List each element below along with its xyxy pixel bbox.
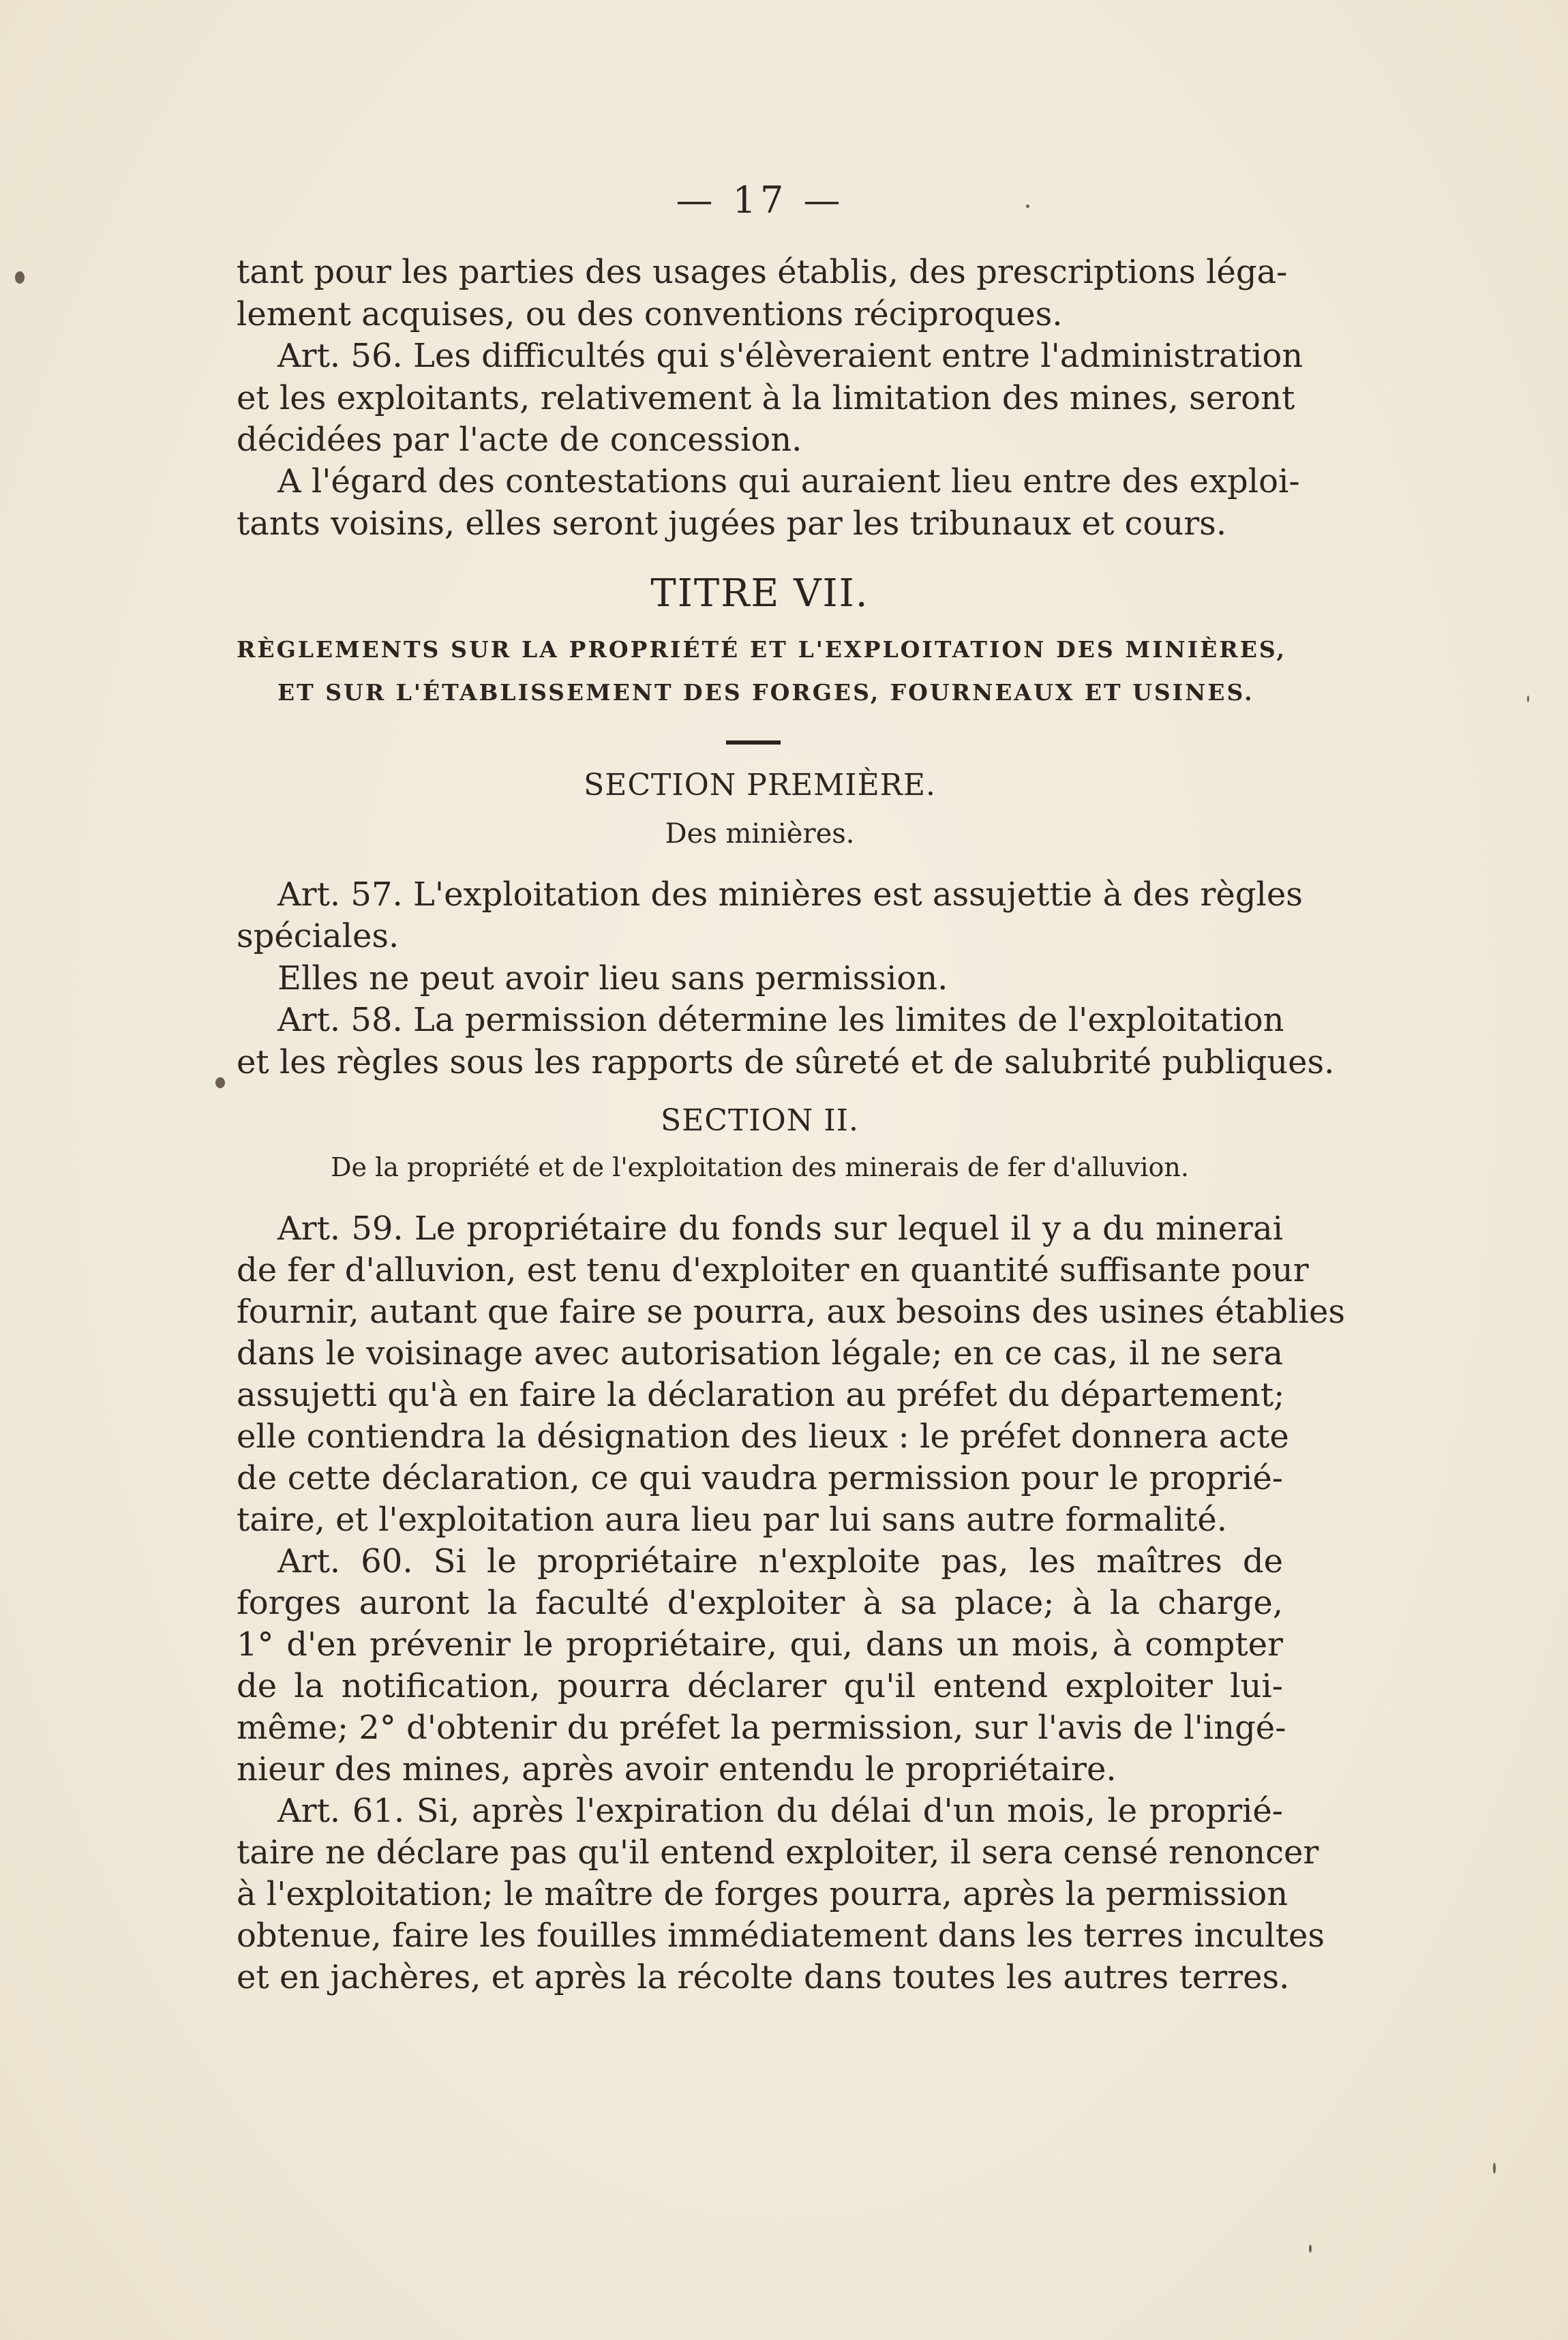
paper-speck [1493,2163,1496,2174]
article-59-line: de fer d'alluvion, est tenu d'exploiter en quantité suffisante pour [237,1251,1309,1289]
titre-subheading-line: RÈGLEMENTS SUR LA PROPRIÉTÉ ET L'EXPLOITATION DES MINIÈRES, [237,636,1286,663]
article-59-line: elle contiendra la désignation des lieux : le préfet donnera acte [237,1418,1289,1456]
article-60-line: forges auront la faculté d'exploiter à sa place; à la charge, [237,1584,1283,1622]
text-line: lement acquises, ou des conventions réciproques. [237,295,1063,333]
article-56-line: et les exploitants, relativement à la limitation des mines, seront [237,379,1295,417]
article-61-line: Art. 61. Si, après l'expiration du délai d'un mois, le proprié- [277,1792,1283,1830]
article-59-line: assujetti qu'à en faire la déclaration au préfet du département; [237,1376,1285,1414]
titre-subheading-line: ET SUR L'ÉTABLISSEMENT DES FORGES, FOURNEAUX ET USINES. [277,679,1254,706]
paragraph-line: tants voisins, elles seront jugées par les tribunaux et cours. [237,505,1227,543]
page-number: — 17 — [676,179,845,222]
paper-speck [15,271,25,284]
article-61-line: taire ne déclare pas qu'il entend exploiter, il sera censé renoncer [237,1833,1319,1872]
article-59-line: dans le voisinage avec autorisation légale; en ce cas, il ne sera [237,1334,1283,1372]
section-heading: SECTION PREMIÈRE. [584,768,936,802]
paper-speck [1309,2245,1312,2253]
section-subheading: Des minières. [665,818,855,850]
section-heading: SECTION II. [661,1103,859,1138]
article-61-line: à l'exploitation; le maître de forges pourra, après la permission [237,1875,1288,1913]
paper-speck [1527,695,1529,702]
article-61-line: et en jachères, et après la récolte dans toutes les autres terres. [237,1958,1290,1996]
article-56-line: Art. 56. Les difficultés qui s'élèveraient entre l'administration [277,337,1303,375]
titre-heading: TITRE VII. [650,571,869,616]
article-56-line: décidées par l'acte de concession. [237,421,802,459]
paper-speck [1026,205,1029,208]
article-60-line: 1° d'en prévenir le propriétaire, qui, dans un mois, à compter [237,1625,1283,1664]
section-subheading: De la propriété et de l'exploitation des minerais de fer d'alluvion. [331,1152,1189,1182]
article-59-line: taire, et l'exploitation aura lieu par lui sans autre formalité. [237,1501,1227,1539]
article-60-line: nieur des mines, après avoir entendu le propriétaire. [237,1750,1117,1788]
paragraph-line: Elles ne peut avoir lieu sans permission. [277,959,948,997]
article-59-line: Art. 59. Le propriétaire du fonds sur lequel il y a du minerai [277,1210,1283,1248]
article-60-line: de la notification, pourra déclarer qu'il entend exploiter lui- [237,1667,1283,1705]
article-61-line: obtenue, faire les fouilles immédiatement dans les terres incultes [237,1917,1325,1955]
article-58-line: et les règles sous les rapports de sûreté et de salubrité publiques. [237,1043,1335,1081]
article-57-line: spéciales. [237,917,399,955]
article-59-line: de cette déclaration, ce qui vaudra permission pour le proprié- [237,1459,1283,1497]
article-60-line: Art. 60. Si le propriétaire n'exploite pas, les maîtres de [277,1542,1283,1580]
article-59-line: fournir, autant que faire se pourra, aux besoins des usines établies [237,1293,1345,1331]
article-57-line: Art. 57. L'exploitation des minières est assujettie à des règles [277,875,1303,914]
text-line: tant pour les parties des usages établis, des prescriptions léga- [237,253,1288,291]
article-58-line: Art. 58. La permission détermine les limites de l'exploitation [277,1001,1284,1039]
article-60-line: même; 2° d'obtenir du préfet la permission, sur l'avis de l'ingé- [237,1709,1286,1747]
divider-rule [726,740,781,745]
paragraph-line: A l'égard des contestations qui auraient lieu entre des exploi- [277,462,1300,500]
paper-speck [215,1077,225,1088]
